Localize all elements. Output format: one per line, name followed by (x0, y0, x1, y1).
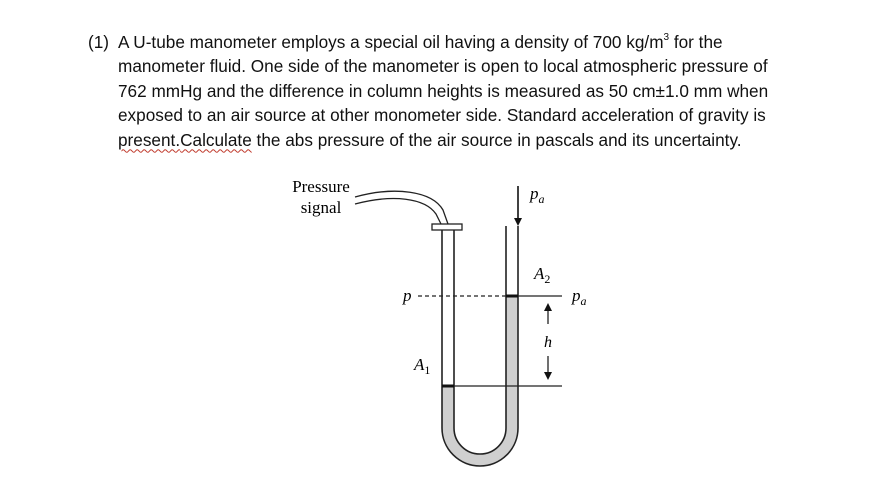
a1-subscript: 1 (424, 363, 431, 377)
a2-subscript: 2 (544, 272, 551, 286)
pressure-label: Pressure (292, 177, 350, 196)
line5-tail: the abs pressure of the air source in pascals and its uncertainty. (251, 129, 742, 150)
p-label: p (403, 286, 412, 305)
problem-line-4: exposed to an air source at other monometer side. Standard acceleration of gravity is (118, 105, 766, 126)
pa-top-label (529, 184, 545, 206)
signal-label: signal (300, 198, 342, 217)
problem-line-3: 762 mmHg and the difference in column heights is measured as 50 cm±1.0 mm when (118, 80, 769, 101)
a1-label (413, 355, 430, 377)
hose-connector (432, 224, 462, 230)
pa-top-letter: p (530, 184, 539, 203)
pa-right-letter: p (572, 286, 581, 305)
tube-inner-wall (454, 226, 506, 454)
density-exponent: 3 (663, 32, 670, 44)
line1-tail: for the (669, 32, 723, 52)
pa-top-subscript: a (538, 192, 545, 206)
a1-letter: A (414, 355, 425, 374)
pa-right-subscript: a (580, 294, 587, 308)
signal-hose-outer (355, 191, 448, 224)
line1-text: A U-tube manometer employs a special oil having a density of 700 kg/m (118, 32, 664, 52)
spellcheck-word-calculate: Calculate (180, 129, 252, 150)
problem-number: (1) (88, 32, 110, 52)
h-label: h (544, 334, 552, 351)
spellcheck-word-present: present. (118, 129, 181, 150)
a2-label (533, 264, 550, 286)
problem-line-2: manometer fluid. One side of the manometer is open to local atmospheric pressure of (118, 56, 768, 77)
a2-letter: A (534, 264, 545, 283)
signal-hose-inner (355, 199, 441, 224)
pa-right-label (571, 286, 587, 308)
